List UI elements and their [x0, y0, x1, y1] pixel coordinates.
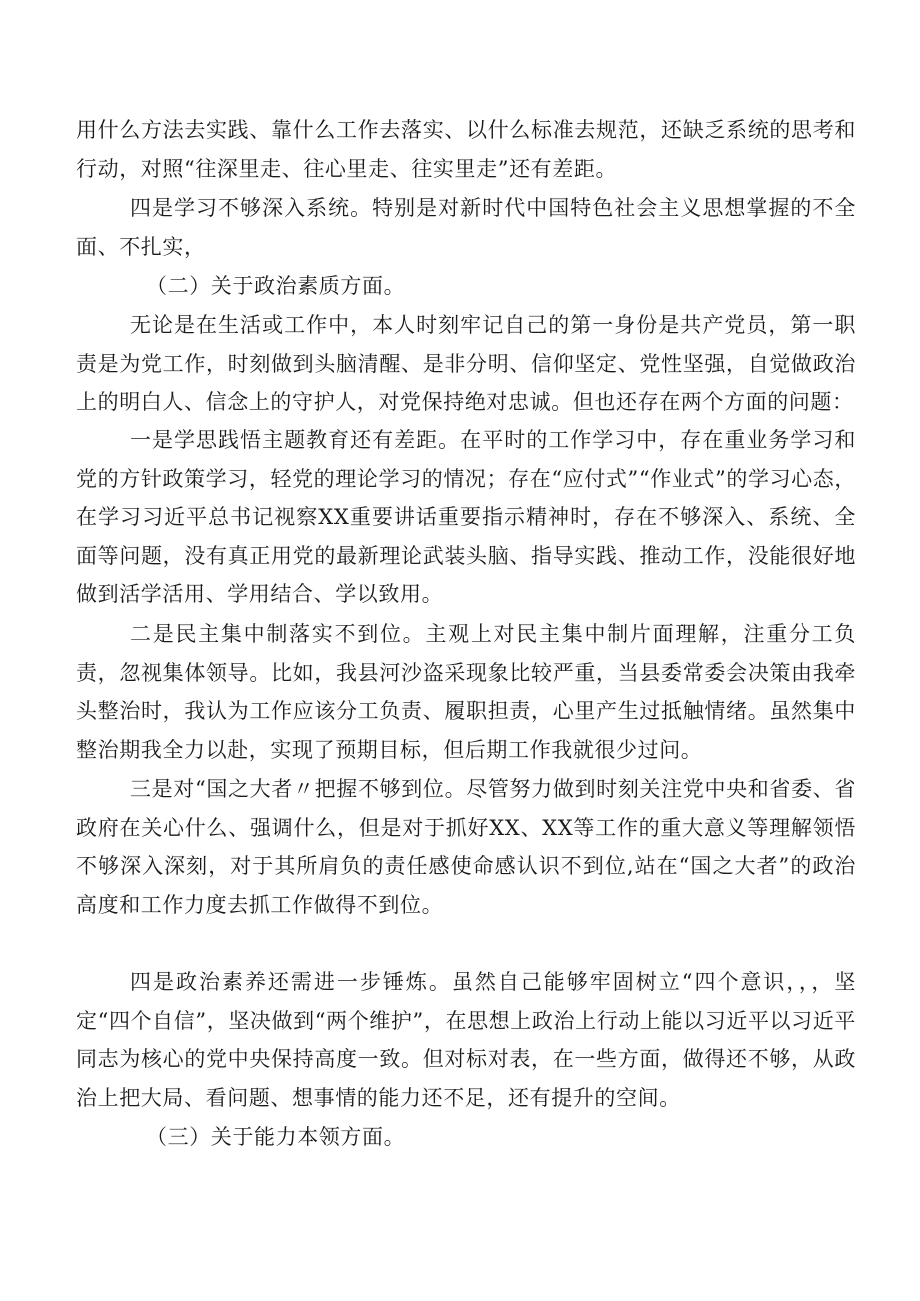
paragraph-theme-education: 一是学思践悟主题教育还有差距。在平时的工作学习中，存在重业务学习和党的方针政策学习，轻党的理论学习的情况；存在“应付式”“作业式”的学习心态，在学习习近平总书记视察XX重要讲话重要指示精神时，存在不够深入、系统、全面等问题，没有真正用党的最新理论武装头脑、指导实践、推动工作，没能很好地做到活学活用、学用结合、学以致用。	[76, 428, 856, 607]
section-heading-political-quality: （二）关于政治素质方面。	[146, 274, 406, 298]
paragraph-national-priorities: 三是对“国之大者〃把握不够到位。尽管努力做到时刻关注党中央和省委、省政府在关心什么、强调什么，但是对于抓好XX、XX等工作的重大意义等理解领悟不够深入深刻，对于其所肩负的责任感使命感认识不到位,站在“国之大者”的政治高度和工作力度去抓工作做得不到位。	[76, 777, 856, 917]
paragraph-political-identity: 无论是在生活或工作中，本人时刻牢记自己的第一身份是共产党员，第一职责是为党工作，时刻做到头脑清醒、是非分明、信仰坚定、党性坚强，自觉做政治上的明白人、信念上的守护人，对党保持绝对忠诚。但也还存在两个方面的问题：	[76, 313, 856, 415]
section-heading-capability: （三）关于能力本领方面。	[146, 1125, 406, 1149]
paragraph-study-system: 四是学习不够深入系统。特别是对新时代中国特色社会主义思想掌握的不全面、不扎实，	[76, 196, 856, 259]
paragraph-continuation: 用什么方法去实践、靠什么工作去落实、以什么标准去规范，还缺乏系统的思考和行动，对照“往深里走、往心里走、往实里走”还有差距。	[76, 118, 856, 181]
paragraph-political-cultivation: 四是政治素养还需进一步锤炼。虽然自己能够牢固树立“四个意识，，，坚定“四个自信”，坚决做到“两个维护”，在思想上政治上行动上能以习近平以习近平同志为核心的党中央保持高度一致。但对标对表，在一些方面，做得还不够，从政治上把大局、看问题、想事情的能力还不足，还有提升的空间。	[76, 970, 856, 1110]
paragraph-democratic-centralism: 二是民主集中制落实不到位。主观上对民主集中制片面理解，注重分工负责，忽视集体领导。比如，我县河沙盗采现象比较严重，当县委常委会决策由我牵头整治时，我认为工作应该分工负责、履职担责，心里产生过抵触情绪。虽然集中整治期我全力以赴，实现了预期目标，但后期工作我就很少过问。	[76, 622, 856, 762]
